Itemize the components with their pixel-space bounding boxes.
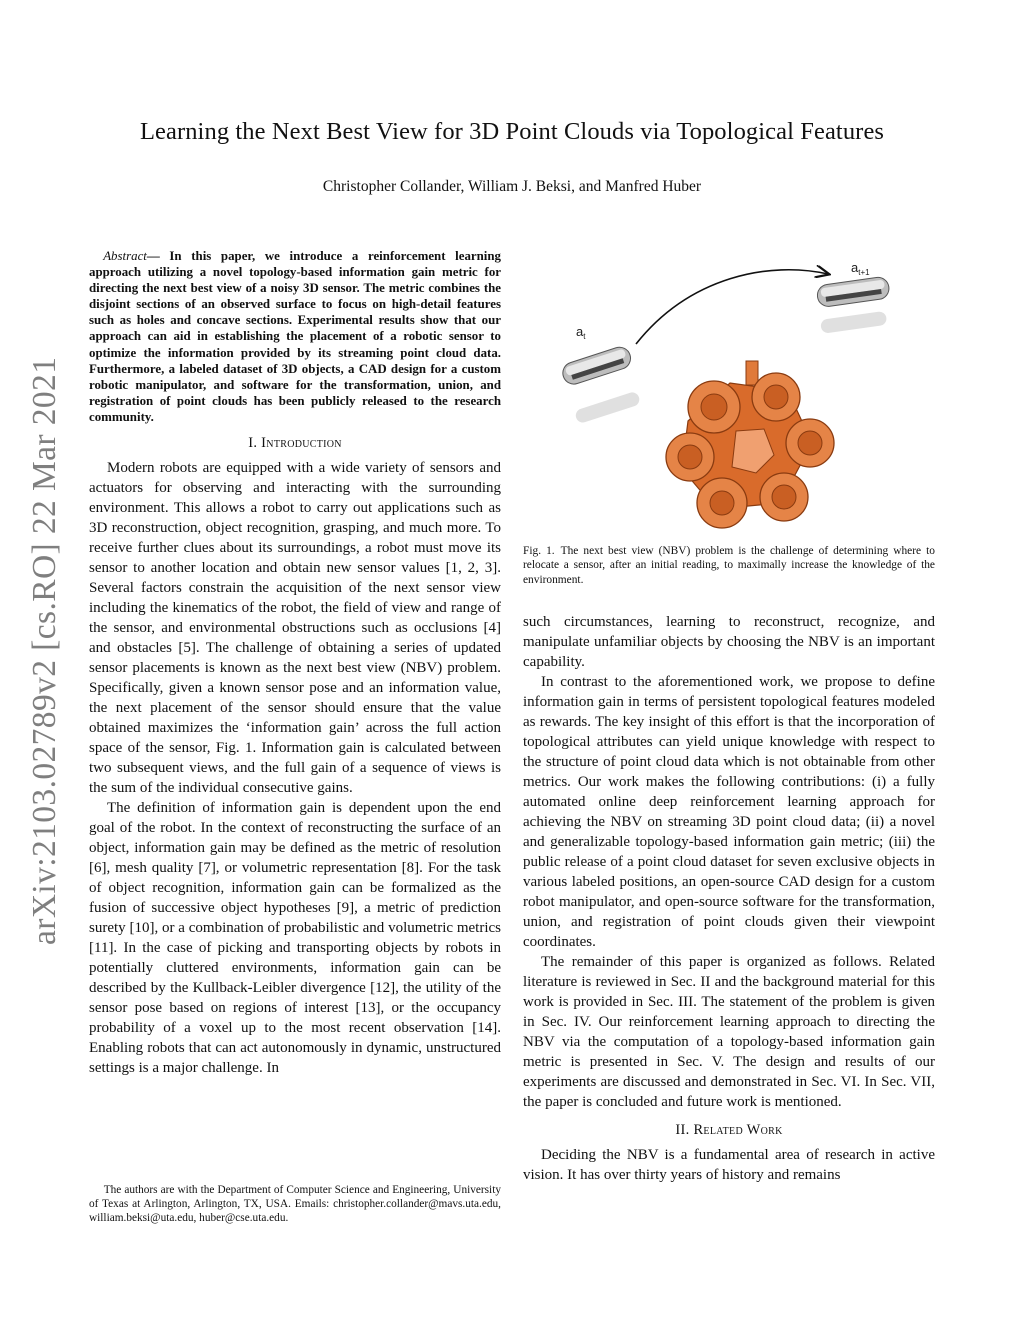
section-heading-introduction: I. Introduction: [248, 435, 342, 452]
sensor-initial: [560, 344, 633, 387]
target-object: [666, 361, 834, 528]
figure-1-caption: [523, 544, 935, 587]
sensor-next: [816, 276, 890, 308]
intro-paragraph-2: The definition of information gain is dependent upon the end goal of the robot. In the context of reconstructing the surface of an object, information gain may be defined as the metric of resolution [6], mesh quality [7], or volumetric representation [8]. For the task of object recognition, information gain can be formalized as the fusion of successive object hypotheses [9], a metric of prediction surety [10], or a combination of probabilistic and volumetric metrics [11]. In the case of picking and transporting objects by robots in potentially cluttered environments, information gain can be described by the Kullback-Leibler divergence [12], the utility of the sensor pose based on regions of interest [13], or the occupancy probability of a voxel up to the most recent observation [14]. Enabling robots that can act autonomously in dynamic, unstructured settings is a major challenge. In: [89, 800, 501, 1077]
abstract-text: In this paper, we introduce a reinforcement learning approach utilizing a novel topology-based information gain metric for directing the next best view of a noisy 3D sensor. The metric combines the disjoint sections of an observed surface to focus on high-detail features such as holes and concave sections. Experimental results show that our approach can aid in establishing the placement of a robotic sensor to optimize the information provided by its streaming point cloud data. Furthermore, a labeled dataset of 3D objects, a CAD design for a custom robotic manipulator, and software for the transformation, union, and registration of point clouds has been publicly released to the research community.: [89, 249, 501, 424]
left-column: [89, 248, 501, 1078]
label-a-t: $a_t$: [576, 324, 586, 341]
related-paragraph-1: Deciding the NBV is a fundamental area of research in active vision. It has over thirty years of history and remains: [523, 1147, 935, 1183]
figure-caption-text: The next best view (NBV) problem is the challenge of determining where to relocate a sensor, after an initial reading, to maximally increase the knowledge of the environment.: [523, 545, 935, 586]
right-paragraph-3: The remainder of this paper is organized as follows. Related literature is reviewed in Sec. II and the background material for this work is provided in Sec. III. The statement of the problem is given in Sec. IV. Our reinforcement learning approach to directing the NBV via the computation of a topology-based information gain metric is presented in Sec. V. The design and results of our experiments are discussed and demonstrated in Sec. VI. In Sec. VII, the paper is concluded and future work is mentioned.: [523, 954, 935, 1110]
section-heading-related-work: II. Related Work: [675, 1122, 783, 1138]
right-paragraph-1: such circumstances, learning to reconstruct, recognize, and manipulate unfamiliar objects by choosing the NBV is an important capability.: [523, 614, 935, 670]
author-footnote: The authors are with the Department of Computer Science and Engineering, University of Texas at Arlington, Arlington, TX, USA. Emails: christopher.collander@mavs.uta.edu, william.beksi@uta.edu, huber@cse.uta.edu.: [89, 1184, 501, 1224]
label-a-t1: $a_{t+1}$: [851, 260, 870, 277]
abstract-dash: —: [146, 249, 160, 263]
right-paragraph-2: In contrast to the aforementioned work, we propose to define information gain in terms of persistent topological features modeled as rewards. The key insight of this effort is that the incorporation of topological attributes can yield unique knowledge with respect to the structure of point cloud data which is not obtainable from other metrics. Our work makes the following contributions: (i) a fully automated online deep reinforcement learning approach for achieving the NBV on streaming 3D point cloud data; (ii) a novel and generalizable topology-based information gain metric; (iii) the public release of a point cloud dataset for seven exclusive objects in various labeled positions, an open-source CAD design for a custom robot manipulator, and open-source software for the transformation, union, and registration of point clouds given their viewpoint coordinates.: [523, 674, 935, 950]
abstract: [89, 248, 501, 425]
sensor-initial-shadow: [574, 391, 641, 425]
sensor-next-shadow: [820, 311, 887, 334]
figure-caption-label: Fig. 1.: [523, 545, 555, 557]
figure-1: [540, 246, 940, 536]
right-column: [523, 612, 935, 1185]
motion-arrow: [636, 270, 828, 344]
paper-title: Learning the Next Best View for 3D Point Clouds via Topological Features: [139, 118, 885, 145]
author-list: Christopher Collander, William J. Beksi, and Manfred Huber: [322, 178, 702, 195]
abstract-label: Abstract: [103, 249, 147, 263]
arxiv-identifier: arXiv:2103.02789v2 [cs.RO] 22 Mar 2021: [26, 356, 63, 945]
intro-paragraph-1: Modern robots are equipped with a wide variety of sensors and actuators for observing and interacting with the surrounding environment. This allows a robot to carry out applications such as 3D reconstruction, object recognition, grasping, and much more. To receive further clues about its surroundings, a robot must move its sensor to another location and obtain new sensor values [1, 2, 3]. Several factors constrain the acquisition of the next sensor view including the kinematics of the robot, the field of view and range of the sensor, and environmental obstructions such as occlusions [4] and obstacles [5]. The challenge of obtaining a series of updated sensor placements is known as the next best view (NBV) problem. Specifically, given a known sensor pose and an information value, the next placement of the sensor should ensure that the value obtained maximizes the ‘information gain’ across the full action space of the sensor, Fig. 1. Information gain is calculated between two subsequent views, and the full gain of a sequence of views is the sum of the individual consecutive gains.: [89, 460, 501, 797]
